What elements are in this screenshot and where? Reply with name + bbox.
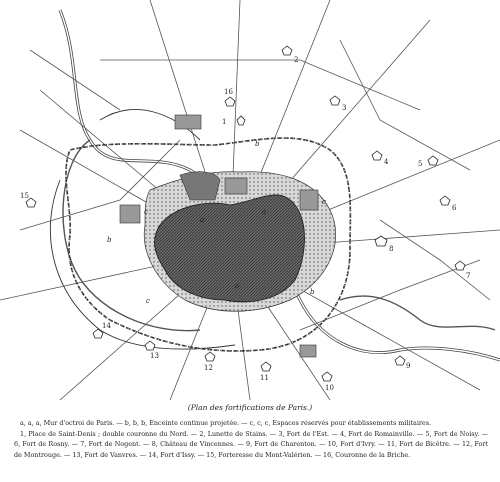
letter-c: c — [322, 198, 326, 206]
letter-a: a — [235, 282, 240, 290]
fort-number: 16 — [224, 88, 233, 96]
fort-number: 2 — [294, 56, 299, 64]
fort-number: 6 — [452, 204, 457, 212]
fort-number: 10 — [325, 384, 334, 392]
letter-b: b — [107, 236, 112, 244]
letter-c: c — [144, 208, 148, 216]
fort-number: 4 — [384, 158, 389, 166]
fort-number: 12 — [204, 364, 213, 372]
fort-number: 3 — [342, 104, 347, 112]
fort-number: 14 — [102, 322, 111, 330]
fort-number: 7 — [466, 272, 471, 280]
fort-number: 11 — [260, 374, 269, 382]
letter-a: a — [200, 216, 205, 224]
legend-lines-key: a, a, a, Mur d'octroi de Paris. — b, b, b, Enceinte continue projetée. — c, c, c, Espaces réservés pour établissements militaires. — [20, 419, 432, 427]
fort-number: 8 — [389, 245, 394, 253]
fort-number: 1 — [222, 118, 227, 126]
letter-b: b — [255, 140, 260, 148]
fort-number: 9 — [406, 362, 411, 370]
letter-c: c — [146, 297, 150, 305]
legend-forts-key: 1, Place de Saint-Denis ; double couronne du Nord. — 2, Lunette de Stains. — 3, Fort de l'Est. — 4, Fort de Romainville. — 5, Fort de Noisy. — 6, Fort de Rosny. — 7, Fort de Nogent. — 8, Château de Vincennes. — 9, Fort de Charenton. — 10, Fort d'Ivry. — 11, Fort de Bicêtre. — 12, Fort de Montrouge. — 13, Fort de Vanvres. — 14, Fort d'Issy. — 15, Forteresse du Mont-Valérien. — 16, Couronne de la Briche. — [14, 429, 488, 459]
map-legend — [14, 418, 488, 460]
fort-number: 5 — [418, 160, 423, 168]
fort-number: 13 — [150, 352, 159, 360]
letter-a: a — [262, 208, 267, 216]
letter-b: b — [310, 288, 315, 296]
map-caption: (Plan des fortifications de Paris.) — [187, 403, 313, 412]
fort-number: 15 — [20, 192, 29, 200]
